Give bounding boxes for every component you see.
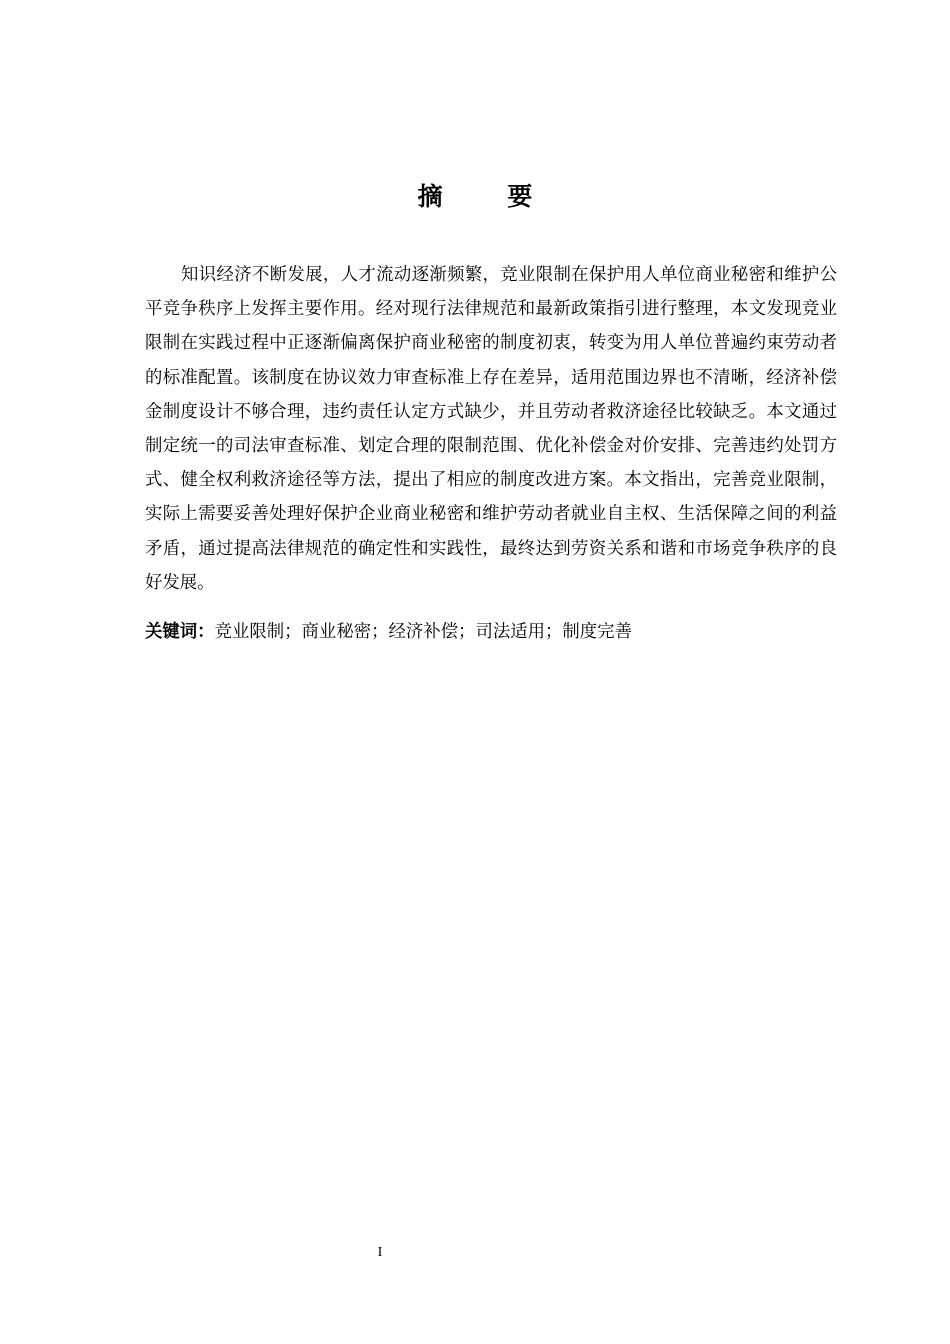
page-title: 摘 要 bbox=[417, 182, 561, 211]
abstract-paragraph: 知识经济不断发展，人才流动逐渐频繁，竞业限制在保护用人单位商业秘密和维护公平竞争秩序上发挥主要作用。经对现行法律规范和最新政策指引进行整理，本文发现竞业限制在实践过程中正逐渐偏离保护商业秘密的制度初衷，转变为用人单位普遍约束劳动者的标准配置。该制度在协议效力审查标准上存在差异，适用范围边界也不清晰，经济补偿金制度设计不够合理，违约责任认定方式缺少，并且劳动者救济途径比较缺乏。本文通过制定统一的司法审查标准、划定合理的限制范围、优化补偿金对价安排、完善违约处罚方式、健全权利救济途径等方法，提出了相应的制度改进方案。本文指出，完善竞业限制，实际上需要妥善处理好保护企业商业秘密和维护劳动者就业自主权、生活保障之间的利益矛盾，通过提高法律规范的确定性和实践性，最终达到劳资关系和谐和市场竞争秩序的良好发展。 bbox=[145, 265, 837, 593]
page-number: I bbox=[377, 1245, 383, 1260]
keywords-list: 竞业限制；商业秘密；经济补偿；司法适用；制度完善 bbox=[214, 622, 632, 642]
keywords-line bbox=[145, 615, 837, 649]
keywords-label: 关键词： bbox=[145, 622, 215, 642]
